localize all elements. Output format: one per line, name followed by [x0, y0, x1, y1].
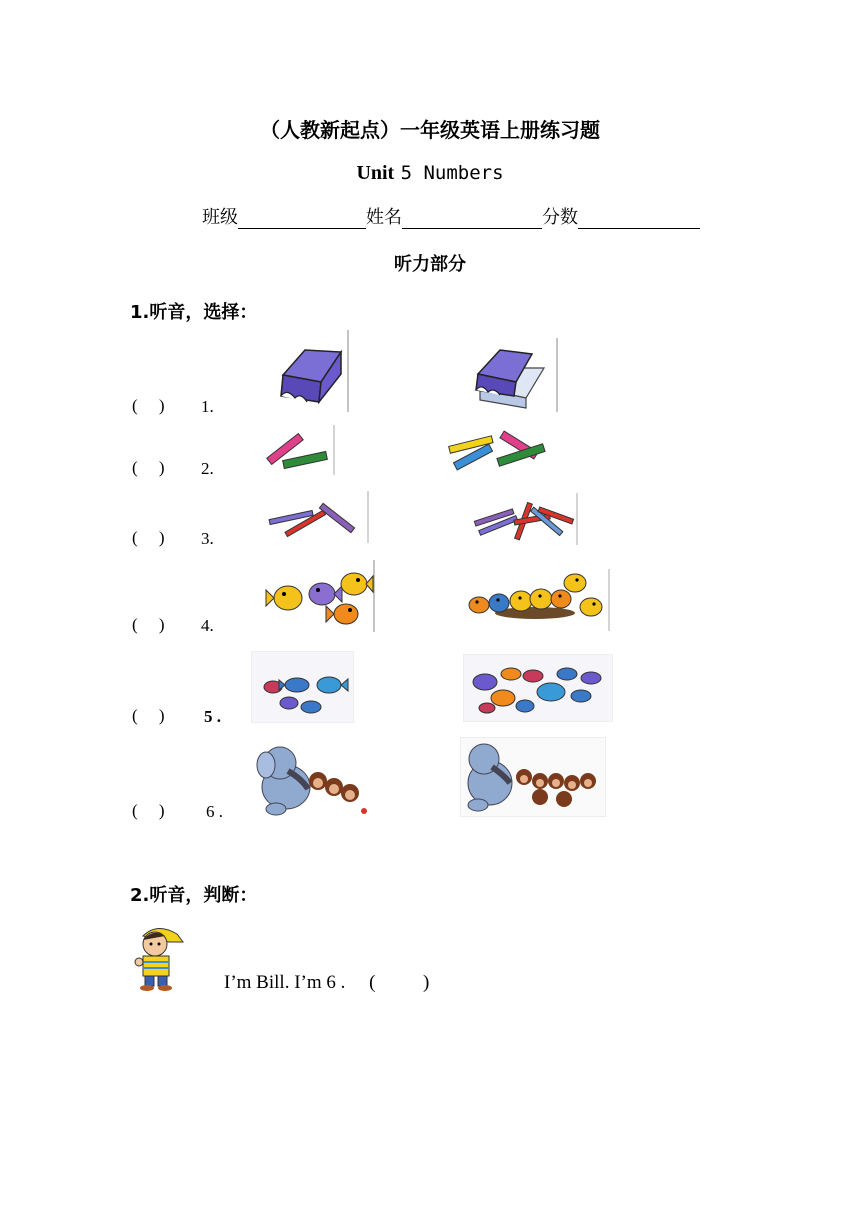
class-blank[interactable]	[238, 208, 366, 229]
section-title: 听力部分	[394, 254, 466, 275]
item-number-4: 4.	[201, 616, 214, 635]
two-pencils-picture[interactable]	[261, 425, 335, 475]
score-label: 分数	[542, 207, 578, 228]
judge-answer-blank[interactable]: ( )	[369, 972, 430, 993]
elephant-many-monkeys-picture[interactable]	[460, 737, 606, 817]
answer-blank-6[interactable]: ( )	[132, 801, 165, 820]
answer-blank-4[interactable]: ( )	[132, 615, 165, 634]
four-fish-picture[interactable]	[264, 560, 376, 632]
unit-title	[0, 160, 860, 185]
item-number-2: 2.	[201, 459, 214, 478]
class-label: 班级	[202, 207, 238, 228]
two-books-picture[interactable]	[470, 338, 558, 412]
answer-blank-1[interactable]: ( )	[132, 396, 165, 415]
five-fish-picture[interactable]	[251, 651, 354, 723]
boy-bill-picture	[129, 922, 185, 992]
statement-text: I’m Bill. I’m 6 .	[224, 972, 346, 993]
name-label: 姓名	[366, 207, 402, 228]
page-title: （人教新起点）一年级英语上册练习题	[260, 118, 600, 142]
name-blank[interactable]	[402, 208, 542, 229]
answer-blank-2[interactable]: ( )	[132, 458, 165, 477]
student-info-row	[202, 203, 700, 229]
item-number-3: 3.	[201, 529, 214, 548]
unit-name: 5 Numbers	[400, 162, 504, 184]
many-tropical-fish-picture[interactable]	[463, 654, 613, 722]
answer-blank-5[interactable]: ( )	[132, 706, 165, 725]
six-crayons-picture[interactable]	[468, 493, 578, 545]
score-blank[interactable]	[578, 208, 700, 229]
four-stationery-picture[interactable]	[445, 427, 553, 475]
one-book-picture[interactable]	[261, 330, 349, 412]
item-number-1: 1.	[201, 397, 214, 416]
many-fish-picture[interactable]	[465, 569, 610, 631]
item-number-5: 5 .	[204, 707, 221, 726]
answer-blank-3[interactable]: ( )	[132, 528, 165, 547]
elephant-three-monkeys-picture[interactable]	[256, 737, 370, 817]
unit-label: Unit	[356, 162, 395, 184]
question-2-title: 2.听音，判断：	[130, 885, 258, 906]
statement-row	[224, 972, 429, 994]
question-1-title: 1.听音，选择：	[130, 302, 258, 323]
item-number-6: 6 .	[206, 802, 223, 821]
three-crayons-picture[interactable]	[261, 491, 369, 543]
